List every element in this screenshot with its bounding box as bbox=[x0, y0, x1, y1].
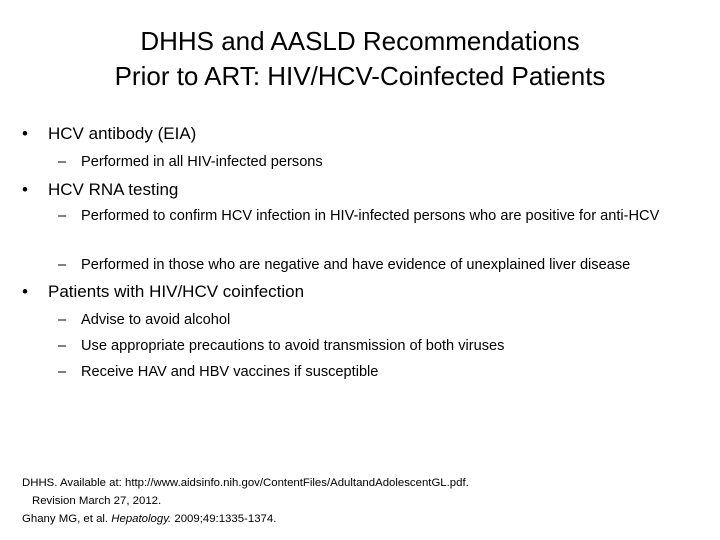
sub-bullet-text: Advise to avoid alcohol bbox=[81, 312, 231, 328]
sub-bullet-item bbox=[58, 336, 708, 357]
sub-bullet-item bbox=[58, 152, 708, 173]
reference-line-2: Revision March 27, 2012. bbox=[32, 495, 162, 507]
sub-bullet-item bbox=[58, 362, 708, 383]
sub-bullet-text: Use appropriate precautions to avoid transmission of both viruses bbox=[81, 338, 505, 354]
bullet-marker: • bbox=[22, 124, 28, 143]
sub-bullet-text: Performed in those who are negative and have evidence of unexplained liver disease bbox=[81, 257, 631, 273]
reference-citation: 2009;49:1335-1374. bbox=[171, 513, 277, 525]
dash-marker: – bbox=[58, 338, 67, 354]
bullet-text: HCV antibody (EIA) bbox=[48, 124, 197, 143]
slide-title bbox=[20, 24, 700, 94]
bullet-text: Patients with HIV/HCV coinfection bbox=[48, 282, 305, 301]
sub-bullet-text: Performed in all HIV-infected persons bbox=[81, 154, 323, 170]
reference-journal: Hepatology. bbox=[111, 513, 172, 525]
reference-line-1: DHHS. Available at: http://www.aidsinfo.nih.gov/ContentFiles/AdultandAdolescentGL.pdf. bbox=[22, 477, 469, 489]
sub-bullet-item bbox=[58, 255, 708, 276]
dash-marker: – bbox=[58, 208, 67, 224]
bullet-text: HCV RNA testing bbox=[48, 180, 179, 199]
sub-bullet-text: Receive HAV and HBV vaccines if susceptible bbox=[81, 364, 379, 380]
dash-marker: – bbox=[58, 312, 67, 328]
reference-line-3 bbox=[22, 510, 469, 528]
bullet-marker: • bbox=[22, 180, 28, 199]
references bbox=[22, 474, 469, 528]
sub-bullet-item bbox=[58, 206, 686, 227]
dash-marker: – bbox=[58, 257, 67, 273]
sub-bullet-item bbox=[58, 310, 708, 331]
dash-marker: – bbox=[58, 364, 67, 380]
sub-bullet-text: Performed to confirm HCV infection in HIV-infected persons who are positive for anti-HCV bbox=[81, 208, 660, 224]
reference-authors: Ghany MG, et al. bbox=[22, 513, 112, 525]
bullet-marker: • bbox=[22, 282, 28, 301]
title-line-2: Prior to ART: HIV/HCV-Coinfected Patients bbox=[114, 61, 606, 91]
dash-marker: – bbox=[58, 154, 67, 170]
title-line-1: DHHS and AASLD Recommendations bbox=[140, 26, 580, 56]
